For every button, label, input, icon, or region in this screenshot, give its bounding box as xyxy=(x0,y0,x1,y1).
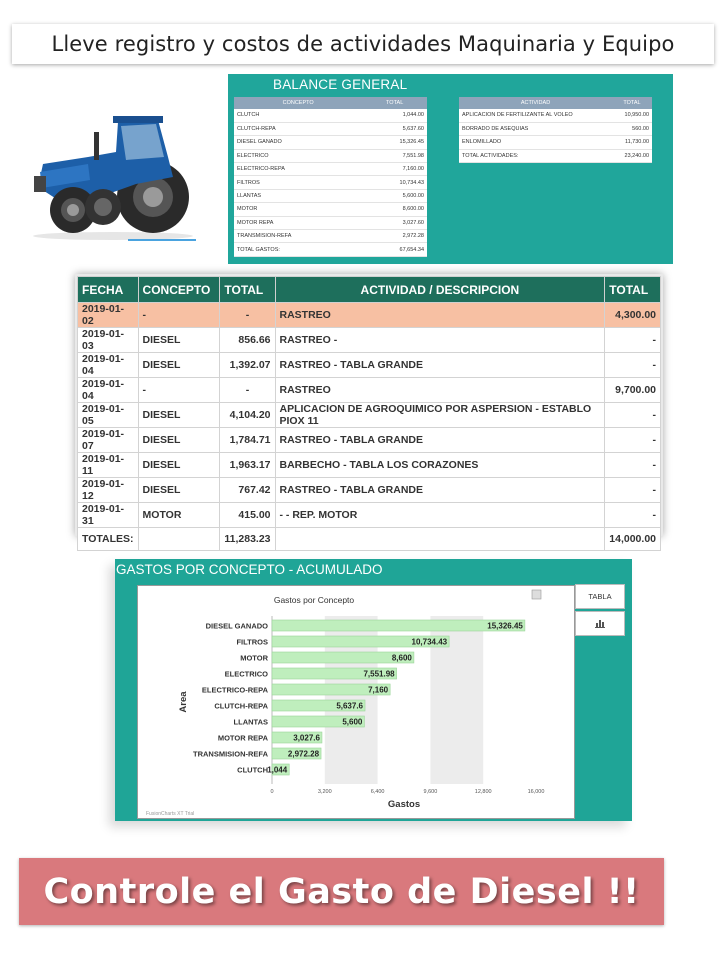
record-activity-total: - xyxy=(605,428,661,453)
record-amount: 767.42 xyxy=(220,478,275,503)
record-description: RASTREO xyxy=(275,378,605,403)
record-description: RASTREO - TABLA GRANDE xyxy=(275,478,605,503)
chart-title: Gastos por Concepto xyxy=(273,595,355,605)
balance-concept: DIESEL GANADO xyxy=(234,136,362,149)
activity-amount: 560.00 xyxy=(612,122,652,135)
record-date: 2019-01-04 xyxy=(78,378,139,403)
record-date: 2019-01-04 xyxy=(78,353,139,378)
record-concept: DIESEL xyxy=(138,353,220,378)
tick-label: 3,200 xyxy=(317,789,332,795)
records-col-header: TOTAL xyxy=(220,277,275,303)
record-activity-total: - xyxy=(605,403,661,428)
tick-label: 0 xyxy=(270,789,274,795)
balance-title: BALANCE GENERAL xyxy=(273,77,408,92)
totals-cell: TOTALES: xyxy=(78,528,139,551)
record-amount: 1,963.17 xyxy=(220,453,275,478)
promo-text: Controle el Gasto de Diesel !! xyxy=(43,871,640,912)
record-description: RASTREO - TABLA GRANDE xyxy=(275,353,605,378)
balance-col-header: TOTAL xyxy=(362,97,427,109)
activity-amount: 10,950.00 xyxy=(612,109,652,122)
records-col-header: CONCEPTO xyxy=(138,277,220,303)
balance-row xyxy=(234,203,427,216)
record-activity-total: - xyxy=(605,328,661,353)
records-col-header: FECHA xyxy=(78,277,139,303)
record-date: 2019-01-02 xyxy=(78,303,139,328)
tractor-image xyxy=(18,102,198,242)
record-description: RASTREO - xyxy=(275,328,605,353)
record-date: 2019-01-11 xyxy=(78,453,139,478)
record-date: 2019-01-31 xyxy=(78,503,139,528)
header-banner xyxy=(12,24,714,64)
data-label: 7,551.98 xyxy=(363,669,395,679)
category-label: CLUTCH xyxy=(237,765,268,775)
balance-row xyxy=(234,230,427,243)
record-description: RASTREO - TABLA GRANDE xyxy=(275,428,605,453)
activity-name: APLICACION DE FERTILIZANTE AL VOLEO xyxy=(459,109,612,122)
balance-concept: LLANTAS xyxy=(234,189,362,202)
balance-amount: 10,734.43 xyxy=(362,176,427,189)
record-activity-total: - xyxy=(605,453,661,478)
balance-col-header: CONCEPTO xyxy=(234,97,362,109)
balance-concept: TRANSMISION-REFA xyxy=(234,230,362,243)
balance-concept: MOTOR REPA xyxy=(234,216,362,229)
activity-row xyxy=(459,136,652,149)
balance-concept: ELECTRICO xyxy=(234,149,362,162)
record-date: 2019-01-07 xyxy=(78,428,139,453)
balance-row xyxy=(234,109,427,122)
table-row[interactable] xyxy=(78,353,661,378)
tick-label: 9,600 xyxy=(423,789,438,795)
data-label: 1,044 xyxy=(267,765,288,775)
record-amount: 1,784.71 xyxy=(220,428,275,453)
data-label: 5,637.6 xyxy=(336,701,364,711)
record-concept: DIESEL xyxy=(138,403,220,428)
data-label: 3,027.6 xyxy=(293,733,320,743)
balance-row xyxy=(234,149,427,162)
tick-label: 12,800 xyxy=(474,789,492,795)
category-label: LLANTAS xyxy=(233,717,268,727)
tick-label: 6,400 xyxy=(370,789,385,795)
y-axis-label: Area xyxy=(178,691,189,713)
record-date: 2019-01-03 xyxy=(78,328,139,353)
balance-concept: CLUTCH xyxy=(234,109,362,122)
data-label: 5,600 xyxy=(342,717,363,727)
activity-name: BORRADO DE ASEQUIAS xyxy=(459,122,612,135)
category-label: ELECTRICO xyxy=(224,669,268,679)
balance-row xyxy=(234,243,427,256)
balance-row xyxy=(234,163,427,176)
record-amount: - xyxy=(220,378,275,403)
balance-amount: 8,600.00 xyxy=(362,203,427,216)
bar-chart xyxy=(138,586,576,820)
records-col-header: TOTAL xyxy=(605,277,661,303)
export-icon[interactable] xyxy=(532,590,541,599)
totals-row xyxy=(78,528,661,551)
record-amount: - xyxy=(220,303,275,328)
table-view-button[interactable]: TABLA xyxy=(575,584,625,609)
activity-row xyxy=(459,122,652,135)
activity-row xyxy=(459,109,652,122)
activity-col-header: TOTAL xyxy=(612,97,652,109)
header-title: Lleve registro y costos de actividades Maquinaria y Equipo xyxy=(51,32,675,56)
totals-cell xyxy=(138,528,220,551)
activity-amount: 23,240.00 xyxy=(612,149,652,162)
balance-row xyxy=(234,136,427,149)
balance-row xyxy=(234,189,427,202)
record-date: 2019-01-12 xyxy=(78,478,139,503)
record-concept: DIESEL xyxy=(138,453,220,478)
category-label: ELECTRICO-REPA xyxy=(201,685,268,695)
tick-label: 16,000 xyxy=(527,789,545,795)
records-col-header: ACTIVIDAD / DESCRIPCION xyxy=(275,277,605,303)
category-label: MOTOR REPA xyxy=(217,733,268,743)
record-activity-total: 9,700.00 xyxy=(605,378,661,403)
data-label: 8,600 xyxy=(391,653,412,663)
category-label: CLUTCH-REPA xyxy=(214,701,268,711)
balance-concept: TOTAL GASTOS: xyxy=(234,243,362,256)
table-row[interactable] xyxy=(78,328,661,353)
table-row[interactable] xyxy=(78,378,661,403)
record-amount: 415.00 xyxy=(220,503,275,528)
balance-concept: FILTROS xyxy=(234,176,362,189)
balance-amount: 7,551.98 xyxy=(362,149,427,162)
data-label: 2,972.28 xyxy=(287,749,320,759)
balance-row xyxy=(234,122,427,135)
record-concept: - xyxy=(138,378,220,403)
record-activity-total: - xyxy=(605,478,661,503)
data-label: 15,326.45 xyxy=(487,621,523,631)
record-activity-total: - xyxy=(605,353,661,378)
chart-panel xyxy=(115,559,632,821)
balance-concept: ELECTRICO-REPA xyxy=(234,163,362,176)
table-row[interactable] xyxy=(78,303,661,328)
category-label: FILTROS xyxy=(236,637,268,647)
chart-view-button[interactable] xyxy=(575,611,625,636)
data-label: 7,160 xyxy=(368,685,389,695)
table-row[interactable] xyxy=(78,428,661,453)
totals-cell xyxy=(275,528,605,551)
records-table xyxy=(77,276,661,551)
balance-row xyxy=(234,176,427,189)
activity-name: TOTAL ACTIVIDADES: xyxy=(459,149,612,162)
activity-amount: 11,730.00 xyxy=(612,136,652,149)
balance-amount: 5,637.60 xyxy=(362,122,427,135)
record-description: - - REP. MOTOR xyxy=(275,503,605,528)
record-description: APLICACION DE AGROQUIMICO POR ASPERSION - ESTABLO PIOX 11 xyxy=(275,403,605,428)
record-concept: DIESEL xyxy=(138,328,220,353)
balance-concept: CLUTCH-REPA xyxy=(234,122,362,135)
category-label: DIESEL GANADO xyxy=(205,621,268,631)
balance-panel xyxy=(228,74,673,264)
promo-banner xyxy=(19,858,664,925)
totals-cell: 14,000.00 xyxy=(605,528,661,551)
record-concept: MOTOR xyxy=(138,503,220,528)
balance-amount: 1,044.00 xyxy=(362,109,427,122)
record-description: RASTREO xyxy=(275,303,605,328)
activity-row xyxy=(459,149,652,162)
balance-amount: 7,160.00 xyxy=(362,163,427,176)
record-activity-total: 4,300.00 xyxy=(605,303,661,328)
balance-row xyxy=(234,216,427,229)
table-row[interactable] xyxy=(78,453,661,478)
data-label: 10,734.43 xyxy=(411,637,448,647)
balance-amount: 2,972.28 xyxy=(362,230,427,243)
records-panel xyxy=(75,274,663,546)
record-concept: DIESEL xyxy=(138,428,220,453)
balance-amount: 67,654.34 xyxy=(362,243,427,256)
record-concept: DIESEL xyxy=(138,478,220,503)
activity-col-header: ACTIVIDAD xyxy=(459,97,612,109)
balance-amount: 5,600.00 xyxy=(362,189,427,202)
concept-totals-table xyxy=(234,97,427,257)
balance-amount: 15,326.45 xyxy=(362,136,427,149)
record-date: 2019-01-05 xyxy=(78,403,139,428)
record-activity-total: - xyxy=(605,503,661,528)
table-row[interactable] xyxy=(78,478,661,503)
record-amount: 1,392.07 xyxy=(220,353,275,378)
balance-concept: MOTOR xyxy=(234,203,362,216)
x-axis-label: Gastos xyxy=(387,799,421,810)
record-amount: 4,104.20 xyxy=(220,403,275,428)
chart-watermark: FusionCharts XT Trial xyxy=(146,811,195,817)
record-description: BARBECHO - TABLA LOS CORAZONES xyxy=(275,453,605,478)
activity-totals-table xyxy=(459,97,652,163)
table-row[interactable] xyxy=(78,403,661,428)
bar-chart-icon xyxy=(595,619,605,628)
activity-name: ENLOMILLADO xyxy=(459,136,612,149)
record-amount: 856.66 xyxy=(220,328,275,353)
balance-amount: 3,027.60 xyxy=(362,216,427,229)
category-label: MOTOR xyxy=(240,653,268,663)
record-concept: - xyxy=(138,303,220,328)
category-label: TRANSMISION-REFA xyxy=(193,749,268,759)
table-row[interactable] xyxy=(78,503,661,528)
totals-cell: 11,283.23 xyxy=(220,528,275,551)
chart-frame xyxy=(137,585,575,819)
chart-panel-title: GASTOS POR CONCEPTO - ACUMULADO xyxy=(116,562,383,577)
